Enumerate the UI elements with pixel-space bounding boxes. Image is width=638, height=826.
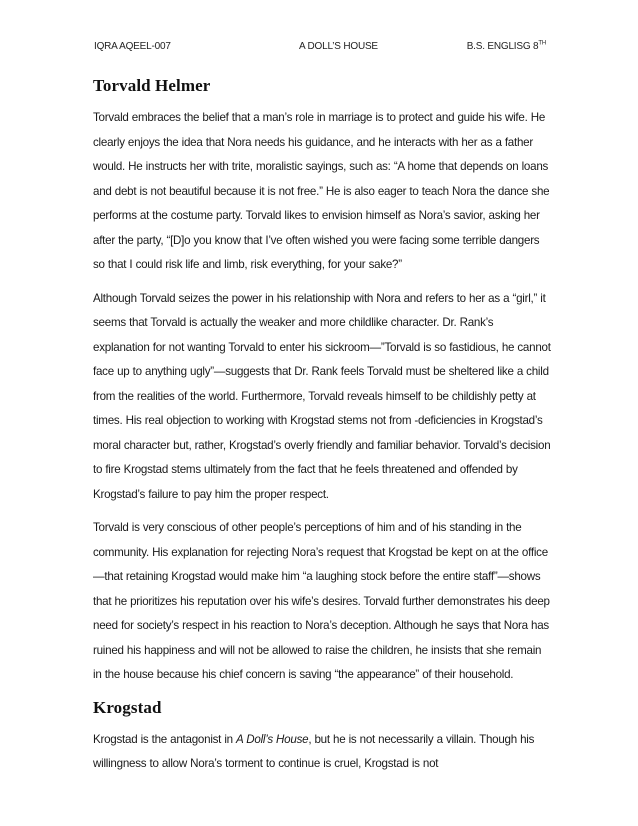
intro-text-after: , but he is not necessarily a villain. Though his willingness to allow Nora’s torment to continue is cruel, Krogstad is not [93,732,535,770]
paragraph-krogstad-intro [93,728,551,777]
document-body [93,66,551,786]
paragraph: Torvald is very conscious of other people’s perceptions of him and of his standing in the community. His explanation for rejecting Nora’s request that Krogstad be kept on at the office—that retaining Krogstad would make him “a laughing stock before the entire staff”—shows that he prioritizes his reputation over his wife’s desires. Torvald further demonstrates his deep need for society’s respect in his reaction to Nora’s deception. Although he says that Nora has ruined his happiness and will not be allowed to raise the children, he insists that she remain in the house because his chief concern is saving “the appearance” of their household. [93,521,550,681]
paragraph: Although Torvald seizes the power in his relationship with Nora and refers to her as a “girl,” it seems that Torvald is actually the weaker and more childlike character. Dr. Rank’s explanation for not wanting Torvald to enter his sickroom—”Torvald is so fastidious, he cannot face up to anything ugly”—suggests that Dr. Rank feels Torvald must be sheltered like a child from the realities of the world. Furthermore, Torvald reveals himself to be childishly petty at times. His real objection to working with Krogstad stems not from -deficiencies in Krogstad’s moral character but, rather, Krogstad’s overly friendly and familiar behavior. Torvald’s decision to fire Krogstad stems ultimately from the fact that he feels threatened and offended by Krogstad’s failure to pay him the proper respect. [93,291,551,501]
header-title: A DOLL’S HOUSE [299,41,378,52]
play-title: A Doll’s House [236,732,309,746]
header-author: IQRA AQEEL-007 [94,41,171,52]
intro-text-before: Krogstad is the antagonist in [93,732,237,746]
header-course-sup: TH [538,40,546,47]
section-heading-torvald: Torvald Helmer [93,76,211,95]
header-course [467,41,546,52]
paragraph: Torvald embraces the belief that a man’s role in marriage is to protect and guide his wife. He clearly enjoys the idea that Nora needs his guidance, and he interacts with her as a father would. He instructs her with trite, moralistic sayings, such as: “A home that depends on loans and debt is not beautiful because it is not free.” He is also eager to teach Nora the dance she performs at the costume party. Torvald likes to envision himself as Nora’s savior, asking her after the party, “[D]o you know that I’ve often wished you were facing some terrible dangers so that I could risk life and limb, risk everything, for your sake?” [93,111,550,271]
section-heading-krogstad: Krogstad [93,697,162,717]
page-header [94,41,546,57]
header-course-text: B.S. ENGLISG 8 [466,41,539,52]
